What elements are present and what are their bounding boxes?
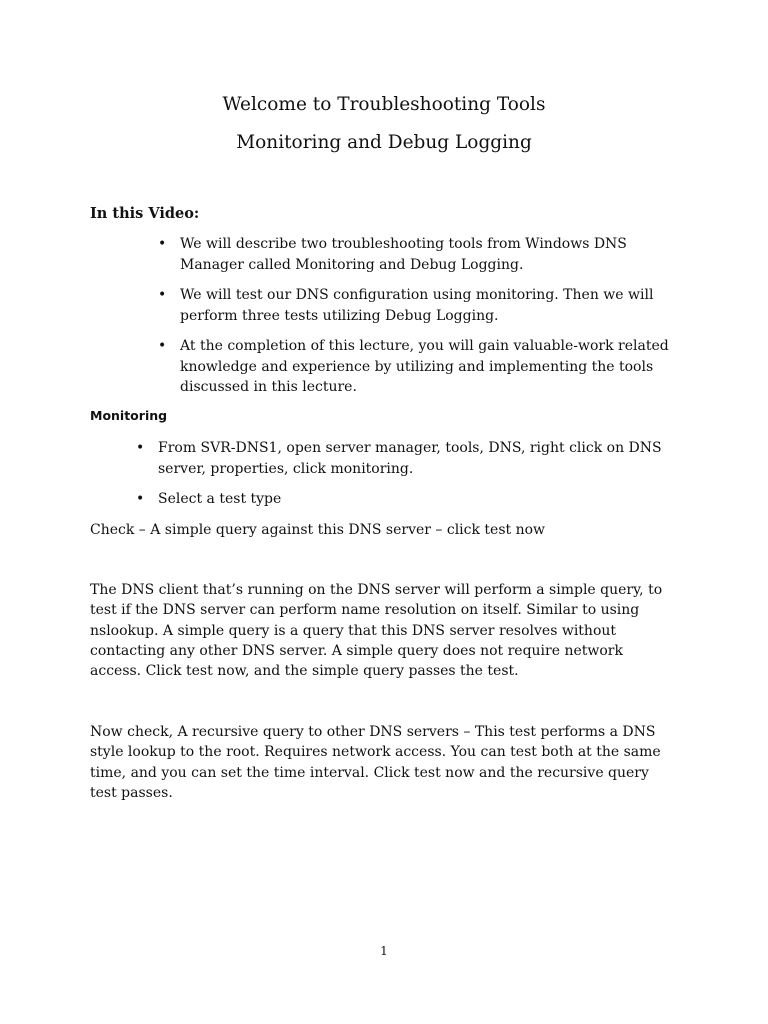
monitoring-bullet-list xyxy=(158,438,678,520)
monitoring-heading: Monitoring xyxy=(90,408,168,423)
simple-query-paragraph: The DNS client that’s running on the DNS server will perform a simple query, to test if the DNS server can perform name resolution on itself. Similar to using nslookup. A simple query is a query that this DNS server resolves without contacting any other DNS server. A simple query does not require network access. Click test now, and the simple query passes the test. xyxy=(90,582,663,680)
list-item: • We will describe two troubleshooting tools from Windows DNS Manager called Monitoring and Debug Logging. xyxy=(180,234,680,275)
list-item: • At the completion of this lecture, you will gain valuable-work related knowledge and experience by utilizing and implementing the tools discussed in this lecture. xyxy=(180,336,680,398)
document-title: Welcome to Troubleshooting Tools xyxy=(222,94,546,115)
check-paragraph: Check – A simple query against this DNS server – click test now xyxy=(90,522,546,538)
intro-bullet-list xyxy=(180,234,680,408)
list-item: • From SVR-DNS1, open server manager, tools, DNS, right click on DNS server, properties, click monitoring. xyxy=(158,438,678,479)
list-item: • We will test our DNS configuration using monitoring. Then we will perform three tests utilizing Debug Logging. xyxy=(180,285,680,326)
list-item: • Select a test type xyxy=(158,489,678,510)
recursive-query-paragraph: Now check, A recursive query to other DNS servers – This test performs a DNS style lookup to the root. Requires network access. You can test both at the same time, and you can set the time interval. Click test now and the recursive query test passes. xyxy=(90,724,661,801)
page-number: 1 xyxy=(380,944,388,958)
document-subtitle: Monitoring and Debug Logging xyxy=(236,132,532,153)
intro-heading: In this Video: xyxy=(90,205,200,222)
